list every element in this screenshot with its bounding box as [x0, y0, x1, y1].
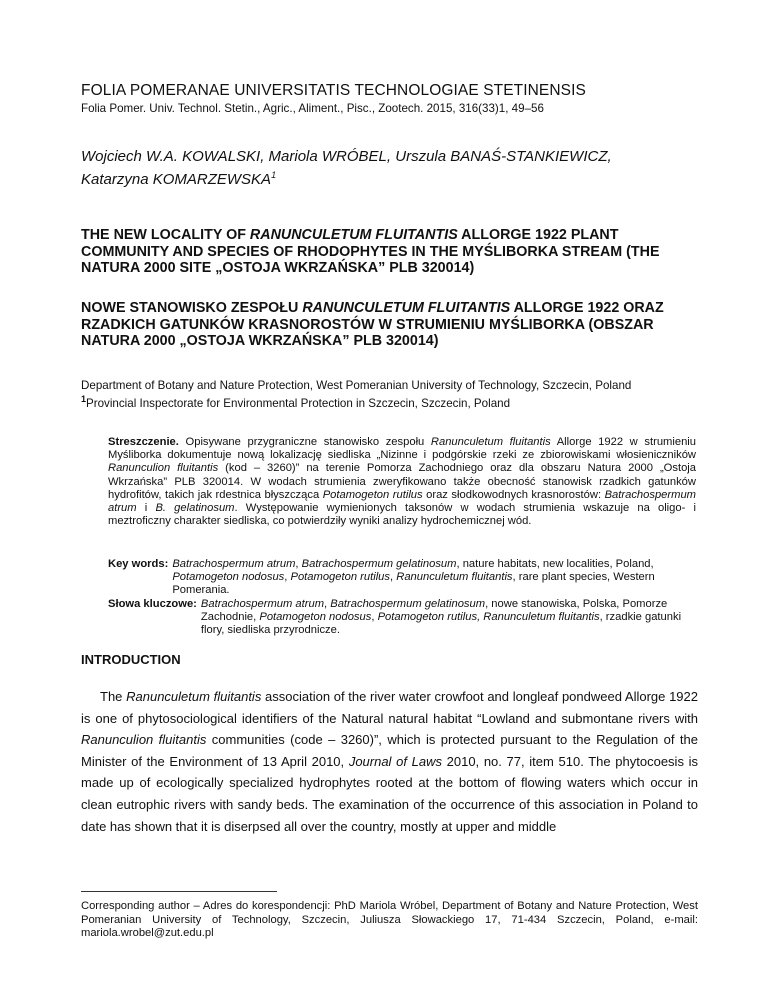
affiliation-2 [81, 393, 701, 410]
intro-species: Ranunculetum fluitantis [126, 689, 262, 704]
abstract-text: (kod – 3260)” na terenie Pomorza Zachodniego oraz dla obszaru Natura 2000 „Ostoja Wkrzańska” PLB 320014. W wodach strumienia zweryfikowano także obecność stanowisk rzadkich gatunków hydrofitów, takich jak rdestnica błyszcząca [108, 462, 696, 501]
author-affiliation-mark: 1 [271, 170, 277, 180]
title-en-part-1: THE NEW LOCALITY OF [81, 227, 250, 243]
keyword-segment: Batrachospermum atrum [172, 558, 296, 570]
abstract-species: Ranunculion fluitantis [108, 462, 219, 475]
abstract-text: Opisywane przygraniczne stanowisko zespołu [178, 436, 431, 448]
keyword-segment: Potamogeton nodosus [259, 610, 372, 623]
author-list [81, 147, 701, 189]
abstract-text: i [136, 502, 156, 515]
title-pl-part-2: ALLORGE 1922 ORAZ RZADKICH GATUNKÓW KRASNOROSTÓW W STRUMIENIU MYŚLIBORKA (OBSZAR NATURA 2000 „OSTOJA WKRZAŃSKA” PLB 320014) [81, 300, 664, 349]
intro-text: association of the river water crowfoot and longleaf pondweed Allorge 1922 is one of phytosociological identifiers of the Natural natural habitat “Lowland and submontane rivers with [81, 689, 699, 726]
keywords-en-label: Key words: [108, 558, 169, 570]
keyword-segment: Potamogeton nodosus [172, 571, 285, 584]
abstract-label: Streszczenie. [108, 436, 179, 448]
abstract-species: Potamogeton rutilus [322, 488, 423, 501]
title-en-species: RANUNCULETUM FLUITANTIS [249, 227, 458, 243]
keywords-block [108, 558, 696, 637]
keyword-segment: , nowe stanowiska, Polska, Pomorze Zachodnie, [200, 597, 668, 623]
journal-name: FOLIA POMERANAE UNIVERSITATIS TECHNOLOGIAE STETINENSIS [81, 82, 586, 99]
intro-text: 2010, no. 77, item 510. The phytocoesis is made up of ecologically specialized hydrophytes rooted at the bottom of flowing waters which occur in clean eutrophic rivers with sandy beds. The examination of the occurrence of this association in Poland to date has shown that it is diserpsed all over the country, mostly at upper and middle [81, 753, 698, 834]
authors-line-1: Wojciech W.A. KOWALSKI, Mariola WRÓBEL, Urszula BANAŚ-STANKIEWICZ, [81, 148, 612, 165]
footnote-divider [81, 891, 277, 892]
abstract-text: Allorge 1922 w strumieniu Myśliborka dokumentuje nową lokalizację siedliska „Nizinne i podgórskie rzeki ze zbiorowiskami włosieniczników [108, 436, 696, 462]
keyword-segment: Potamogeton rutilus [290, 571, 391, 584]
abstract-species: Ranunculetum fluitantis [430, 436, 551, 448]
abstract-species: Batrachospermum atrum [108, 488, 696, 515]
affiliation-2-text: Provincial Inspectorate for Environmental Protection in Szczecin, Szczecin, Poland [86, 396, 511, 410]
intro-text: communities (code – 3260)”, which is protected pursuant to the Regulation of the Minister of the Environment of 13 April 2010, [81, 732, 698, 769]
keywords-polish [108, 598, 696, 638]
title-english [81, 227, 701, 277]
affiliation-2-mark: 1 [81, 393, 87, 404]
keyword-segment: , [371, 610, 378, 623]
title-pl-part-1: NOWE STANOWISKO ZESPOŁU [81, 300, 303, 316]
affiliation-1: Department of Botany and Nature Protection, West Pomeranian University of Technology, Szczecin, Poland [81, 379, 632, 392]
keyword-segment: Batrachospermum gelatinosum [301, 558, 457, 570]
keyword-segment: , [324, 597, 331, 610]
keyword-segment: , [390, 571, 397, 584]
keyword-segment: , rzadkie gatunki flory, siedliska przyrodnicze. [200, 610, 682, 637]
introduction-paragraph [81, 686, 698, 837]
keyword-segment: Ranunculetum fluitantis [483, 610, 600, 623]
title-en-part-2: ALLORGE 1922 PLANT COMMUNITY AND SPECIES OF RHODOPHYTES IN THE MYŚLIBORKA STREAM (THE NATURA 2000 SITE „OSTOJA WKRZAŃSKA” PLB 320014) [81, 227, 660, 276]
intro-journal: Journal of Laws [348, 753, 442, 769]
keyword-segment: Batrachospermum atrum [200, 597, 325, 610]
abstract-text: . Występowanie wymienionych taksonów w wodach strumienia wskazuje na oligo- i meztroficzny charakter siedliska, co potwierdziły wyniki analizy hydrochemicznej wód. [108, 502, 696, 528]
title-pl-species: RANUNCULETUM FLUITANTIS [302, 300, 511, 316]
keywords-english [108, 558, 696, 598]
keyword-segment: Batrachospermum gelatinosum [330, 597, 486, 610]
affiliations [81, 379, 701, 410]
keyword-segment: , [284, 571, 291, 584]
abstract-species: B. gelatinosum [155, 502, 235, 515]
authors-line-2: Katarzyna KOMARZEWSKA [81, 171, 272, 188]
keywords-pl-list [201, 598, 696, 638]
intro-species: Ranunculion fluitantis [81, 732, 207, 748]
keyword-segment: , [295, 558, 302, 570]
keywords-en-list [172, 558, 696, 598]
abstract [108, 436, 696, 528]
keyword-segment: Ranunculetum fluitantis [396, 571, 513, 584]
journal-citation: Folia Pomer. Univ. Technol. Stetin., Agric., Aliment., Pisc., Zootech. 2015, 316(33)1, 49–56 [81, 102, 544, 115]
intro-text: The [100, 689, 127, 704]
keyword-segment: Potamogeton rutilus, [377, 610, 481, 623]
keyword-segment: , rare plant species, Western Pomerania. [172, 571, 655, 597]
title-polish [81, 300, 701, 350]
keyword-segment: , nature habitats, new localities, Poland, [456, 558, 654, 570]
keywords-pl-label: Słowa kluczowe: [108, 597, 197, 610]
section-heading-introduction: INTRODUCTION [81, 652, 181, 667]
abstract-text: oraz słodkowodnych krasnorostów: [422, 488, 605, 501]
corresponding-author-footnote: Corresponding author – Adres do korespondencji: PhD Mariola Wróbel, Department of Botany and Nature Protection, West Pomeranian University of Technology, Szczecin, Juliusza Słowackiego 17, 71-434 Szczecin, Poland, e-mail: mariola.wrobel@zut.edu.pl [81, 900, 698, 939]
